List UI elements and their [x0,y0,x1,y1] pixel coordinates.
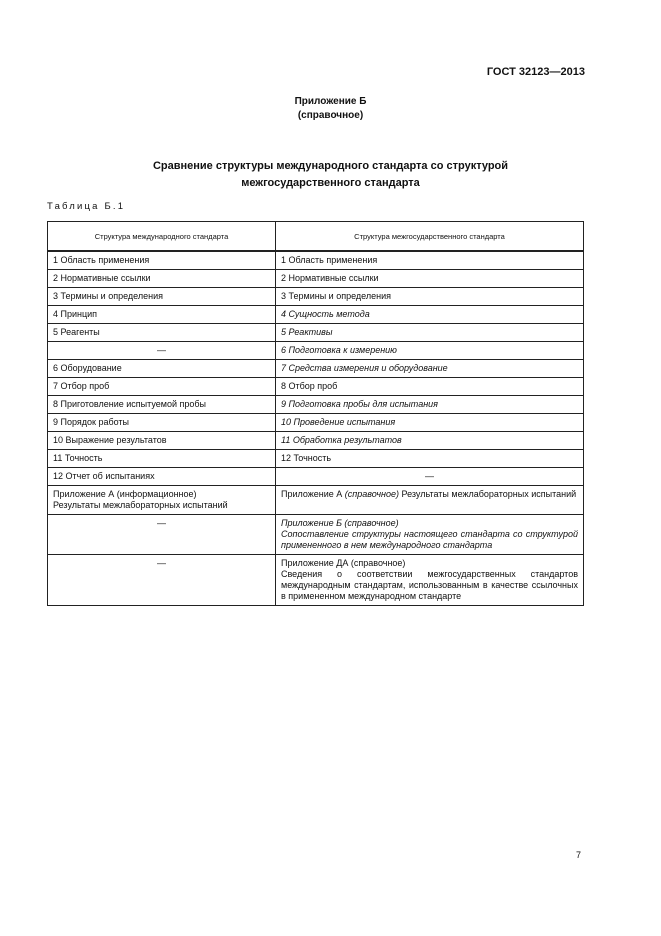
international-cell: 7 Отбор проб [48,378,276,396]
table-row [48,342,584,360]
interstate-cell: — [276,468,584,486]
table-row [48,270,584,288]
interstate-cell [276,555,584,606]
document-title-line-1: Сравнение структуры международного стандарта со структурой [152,160,509,172]
structure-comparison-table [47,221,584,606]
page-number: 7 [575,850,581,860]
table-header-row [48,222,584,252]
table-row [48,324,584,342]
annex-b-subject: Сопоставление структуры настоящего стандарта со структурой примененного в нем международного стандарта [281,529,578,550]
header-interstate-structure: Структура межгосударственного стандарта [276,222,584,252]
interstate-cell: 2 Нормативные ссылки [276,270,584,288]
interstate-cell: 7 Средства измерения и оборудование [276,360,584,378]
interstate-cell: 9 Подготовка пробы для испытания [276,396,584,414]
international-cell: 9 Порядок работы [48,414,276,432]
document-title-line-2: межгосударственного стандарта [241,177,420,189]
table-row [48,251,584,270]
table-row [48,306,584,324]
annex-a-international-subject: Результаты межлабораторных испытаний [53,500,228,510]
international-cell: 4 Принцип [48,306,276,324]
interstate-cell: 10 Проведение испытания [276,414,584,432]
table-row [48,555,584,606]
table-row [48,378,584,396]
annex-da-subject: Сведения о соответствии межгосударственных стандартов международным стандартам, использованным в качестве ссылочных в примененном международном стандарте [281,569,578,601]
annex-a-international-title: Приложение А (информационное) [53,489,197,499]
international-cell: 6 Оборудование [48,360,276,378]
international-cell [48,486,276,515]
interstate-cell: 5 Реактивы [276,324,584,342]
annex-a-subject: Результаты межлабораторных испытаний [398,489,577,499]
table-row [48,450,584,468]
international-cell: 1 Область применения [48,251,276,270]
annex-da-title: Приложение ДА (справочное) [281,558,406,568]
international-cell: 11 Точность [48,450,276,468]
annex-a-prefix: Приложение А [281,489,345,499]
table-row [48,486,584,515]
interstate-cell: 6 Подготовка к измерению [276,342,584,360]
annex-title: Приложение Б [294,96,367,107]
table-row [48,288,584,306]
interstate-cell: 3 Термины и определения [276,288,584,306]
international-cell: 5 Реагенты [48,324,276,342]
interstate-cell: 12 Точность [276,450,584,468]
interstate-cell: 8 Отбор проб [276,378,584,396]
table-caption: Таблица Б.1 [47,201,126,212]
international-cell: — [48,515,276,555]
annex-type: (справочное) [297,110,364,121]
table-row [48,414,584,432]
interstate-cell: 4 Сущность метода [276,306,584,324]
annex-b-title: Приложение Б (справочное) [281,518,399,528]
international-cell: 2 Нормативные ссылки [48,270,276,288]
table-row [48,468,584,486]
interstate-cell: 1 Область применения [276,251,584,270]
header-international-structure: Структура международного стандарта [48,222,276,252]
table-row [48,515,584,555]
international-cell: 10 Выражение результатов [48,432,276,450]
interstate-cell [276,515,584,555]
international-cell: 8 Приготовление испытуемой пробы [48,396,276,414]
international-cell: 12 Отчет об испытаниях [48,468,276,486]
international-cell: — [48,342,276,360]
annex-a-status: (справочное) [344,489,399,499]
international-cell: 3 Термины и определения [48,288,276,306]
international-cell: — [48,555,276,606]
interstate-cell: 11 Обработка результатов [276,432,584,450]
standard-code: ГОСТ 32123—2013 [486,66,585,78]
table-row [48,396,584,414]
interstate-cell [276,486,584,515]
table-row [48,360,584,378]
table-row [48,432,584,450]
